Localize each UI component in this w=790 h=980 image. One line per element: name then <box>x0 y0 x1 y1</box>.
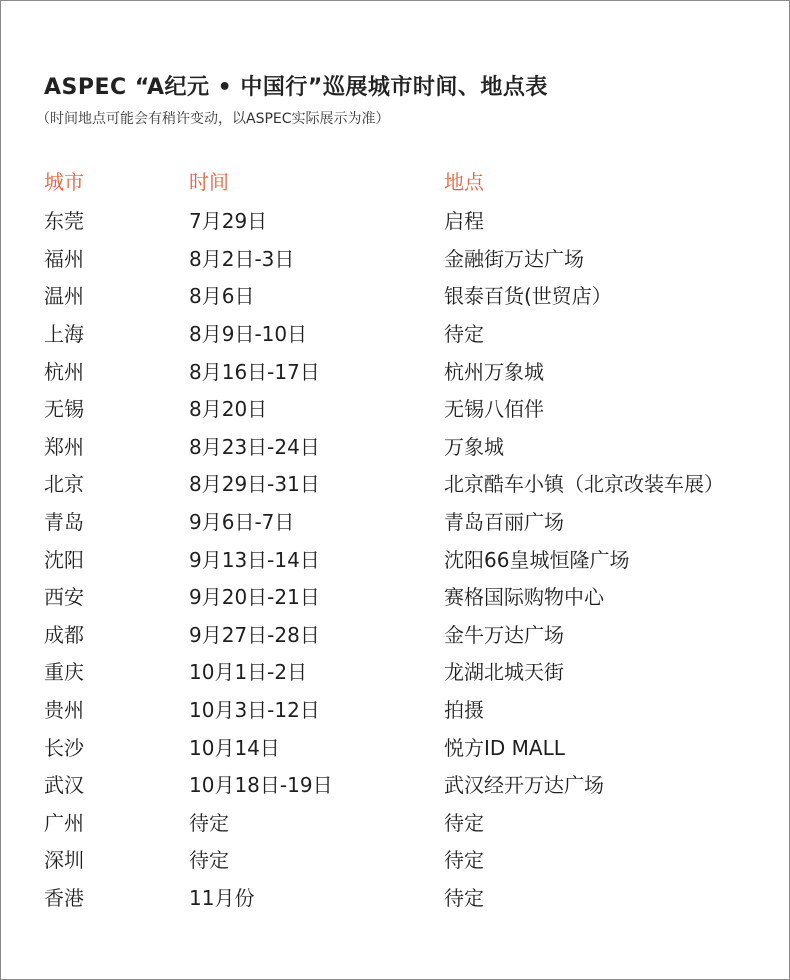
table-row <box>44 878 764 916</box>
cell-place: 青岛百丽广场 <box>444 510 564 535</box>
cell-place: 金融街万达广场 <box>444 246 584 271</box>
cell-city: 温州 <box>44 284 84 309</box>
cell-time: 10月18日-19日 <box>189 773 333 798</box>
cell-place: 金牛万达广场 <box>444 622 564 647</box>
header-place: 地点 <box>444 169 484 194</box>
table-header <box>44 160 764 200</box>
table-row <box>44 427 764 465</box>
cell-place: 启程 <box>444 209 484 234</box>
cell-city: 贵州 <box>44 698 84 723</box>
cell-city: 武汉 <box>44 773 84 798</box>
table-row <box>44 577 764 615</box>
cell-time: 8月23日-24日 <box>189 434 320 459</box>
cell-city: 青岛 <box>44 510 84 535</box>
table-row <box>44 727 764 765</box>
table-row <box>44 840 764 878</box>
cell-time: 待定 <box>189 810 229 835</box>
cell-city: 东莞 <box>44 209 84 234</box>
cell-time: 8月9日-10日 <box>189 322 308 347</box>
cell-time: 10月3日-12日 <box>189 698 320 723</box>
cell-time: 9月27日-28日 <box>189 622 320 647</box>
cell-time: 11月份 <box>189 885 255 910</box>
cell-city: 北京 <box>44 472 84 497</box>
table-row <box>44 652 764 690</box>
cell-place: 拍摄 <box>444 698 484 723</box>
cell-time: 9月13日-14日 <box>189 547 320 572</box>
cell-city: 成都 <box>44 622 84 647</box>
cell-city: 香港 <box>44 885 84 910</box>
cell-time: 9月20日-21日 <box>189 585 320 610</box>
cell-time: 10月1日-2日 <box>189 660 308 685</box>
cell-place: 武汉经开万达广场 <box>444 773 604 798</box>
cell-city: 长沙 <box>44 735 84 760</box>
table-row <box>44 239 764 277</box>
cell-time: 待定 <box>189 848 229 873</box>
cell-place: 北京酷车小镇（北京改装车展） <box>444 472 724 497</box>
cell-time: 8月16日-17日 <box>189 359 320 384</box>
cell-place: 万象城 <box>444 434 504 459</box>
table-row <box>44 351 764 389</box>
cell-place: 待定 <box>444 848 484 873</box>
cell-time: 8月29日-31日 <box>189 472 320 497</box>
table-row <box>44 464 764 502</box>
cell-city: 郑州 <box>44 434 84 459</box>
cell-time: 8月20日 <box>189 397 268 422</box>
cell-city: 沈阳 <box>44 547 84 572</box>
cell-city: 深圳 <box>44 848 84 873</box>
table-row <box>44 201 764 239</box>
table-row <box>44 690 764 728</box>
table-row <box>44 803 764 841</box>
cell-place: 银泰百货(世贸店） <box>444 284 612 309</box>
table-row <box>44 765 764 803</box>
cell-city: 上海 <box>44 322 84 347</box>
cell-time: 8月2日-3日 <box>189 246 295 271</box>
cell-time: 7月29日 <box>189 209 268 234</box>
cell-place: 悦方ID MALL <box>444 735 565 760</box>
page-subtitle: （时间地点可能会有稍许变动，以ASPEC实际展示为准） <box>36 111 390 127</box>
table-row <box>44 389 764 427</box>
cell-time: 10月14日 <box>189 735 280 760</box>
cell-place: 待定 <box>444 322 484 347</box>
page-title: ASPEC “A纪元 • 中国行”巡展城市时间、地点表 <box>44 75 548 100</box>
cell-time: 9月6日-7日 <box>189 510 295 535</box>
cell-time: 8月6日 <box>189 284 255 309</box>
header-city: 城市 <box>44 169 84 194</box>
cell-place: 杭州万象城 <box>444 359 544 384</box>
schedule-table <box>44 160 764 915</box>
cell-place: 赛格国际购物中心 <box>444 585 604 610</box>
cell-city: 无锡 <box>44 397 84 422</box>
cell-place: 待定 <box>444 885 484 910</box>
table-row <box>44 314 764 352</box>
table-row <box>44 615 764 653</box>
cell-city: 福州 <box>44 246 84 271</box>
cell-city: 西安 <box>44 585 84 610</box>
table-row <box>44 276 764 314</box>
cell-place: 无锡八佰伴 <box>444 397 544 422</box>
cell-place: 龙湖北城天街 <box>444 660 564 685</box>
cell-city: 杭州 <box>44 359 84 384</box>
table-row <box>44 539 764 577</box>
cell-place: 沈阳66皇城恒隆广场 <box>444 547 630 572</box>
table-row <box>44 502 764 540</box>
cell-city: 重庆 <box>44 660 84 685</box>
cell-city: 广州 <box>44 810 84 835</box>
cell-place: 待定 <box>444 810 484 835</box>
header-time: 时间 <box>189 169 229 194</box>
